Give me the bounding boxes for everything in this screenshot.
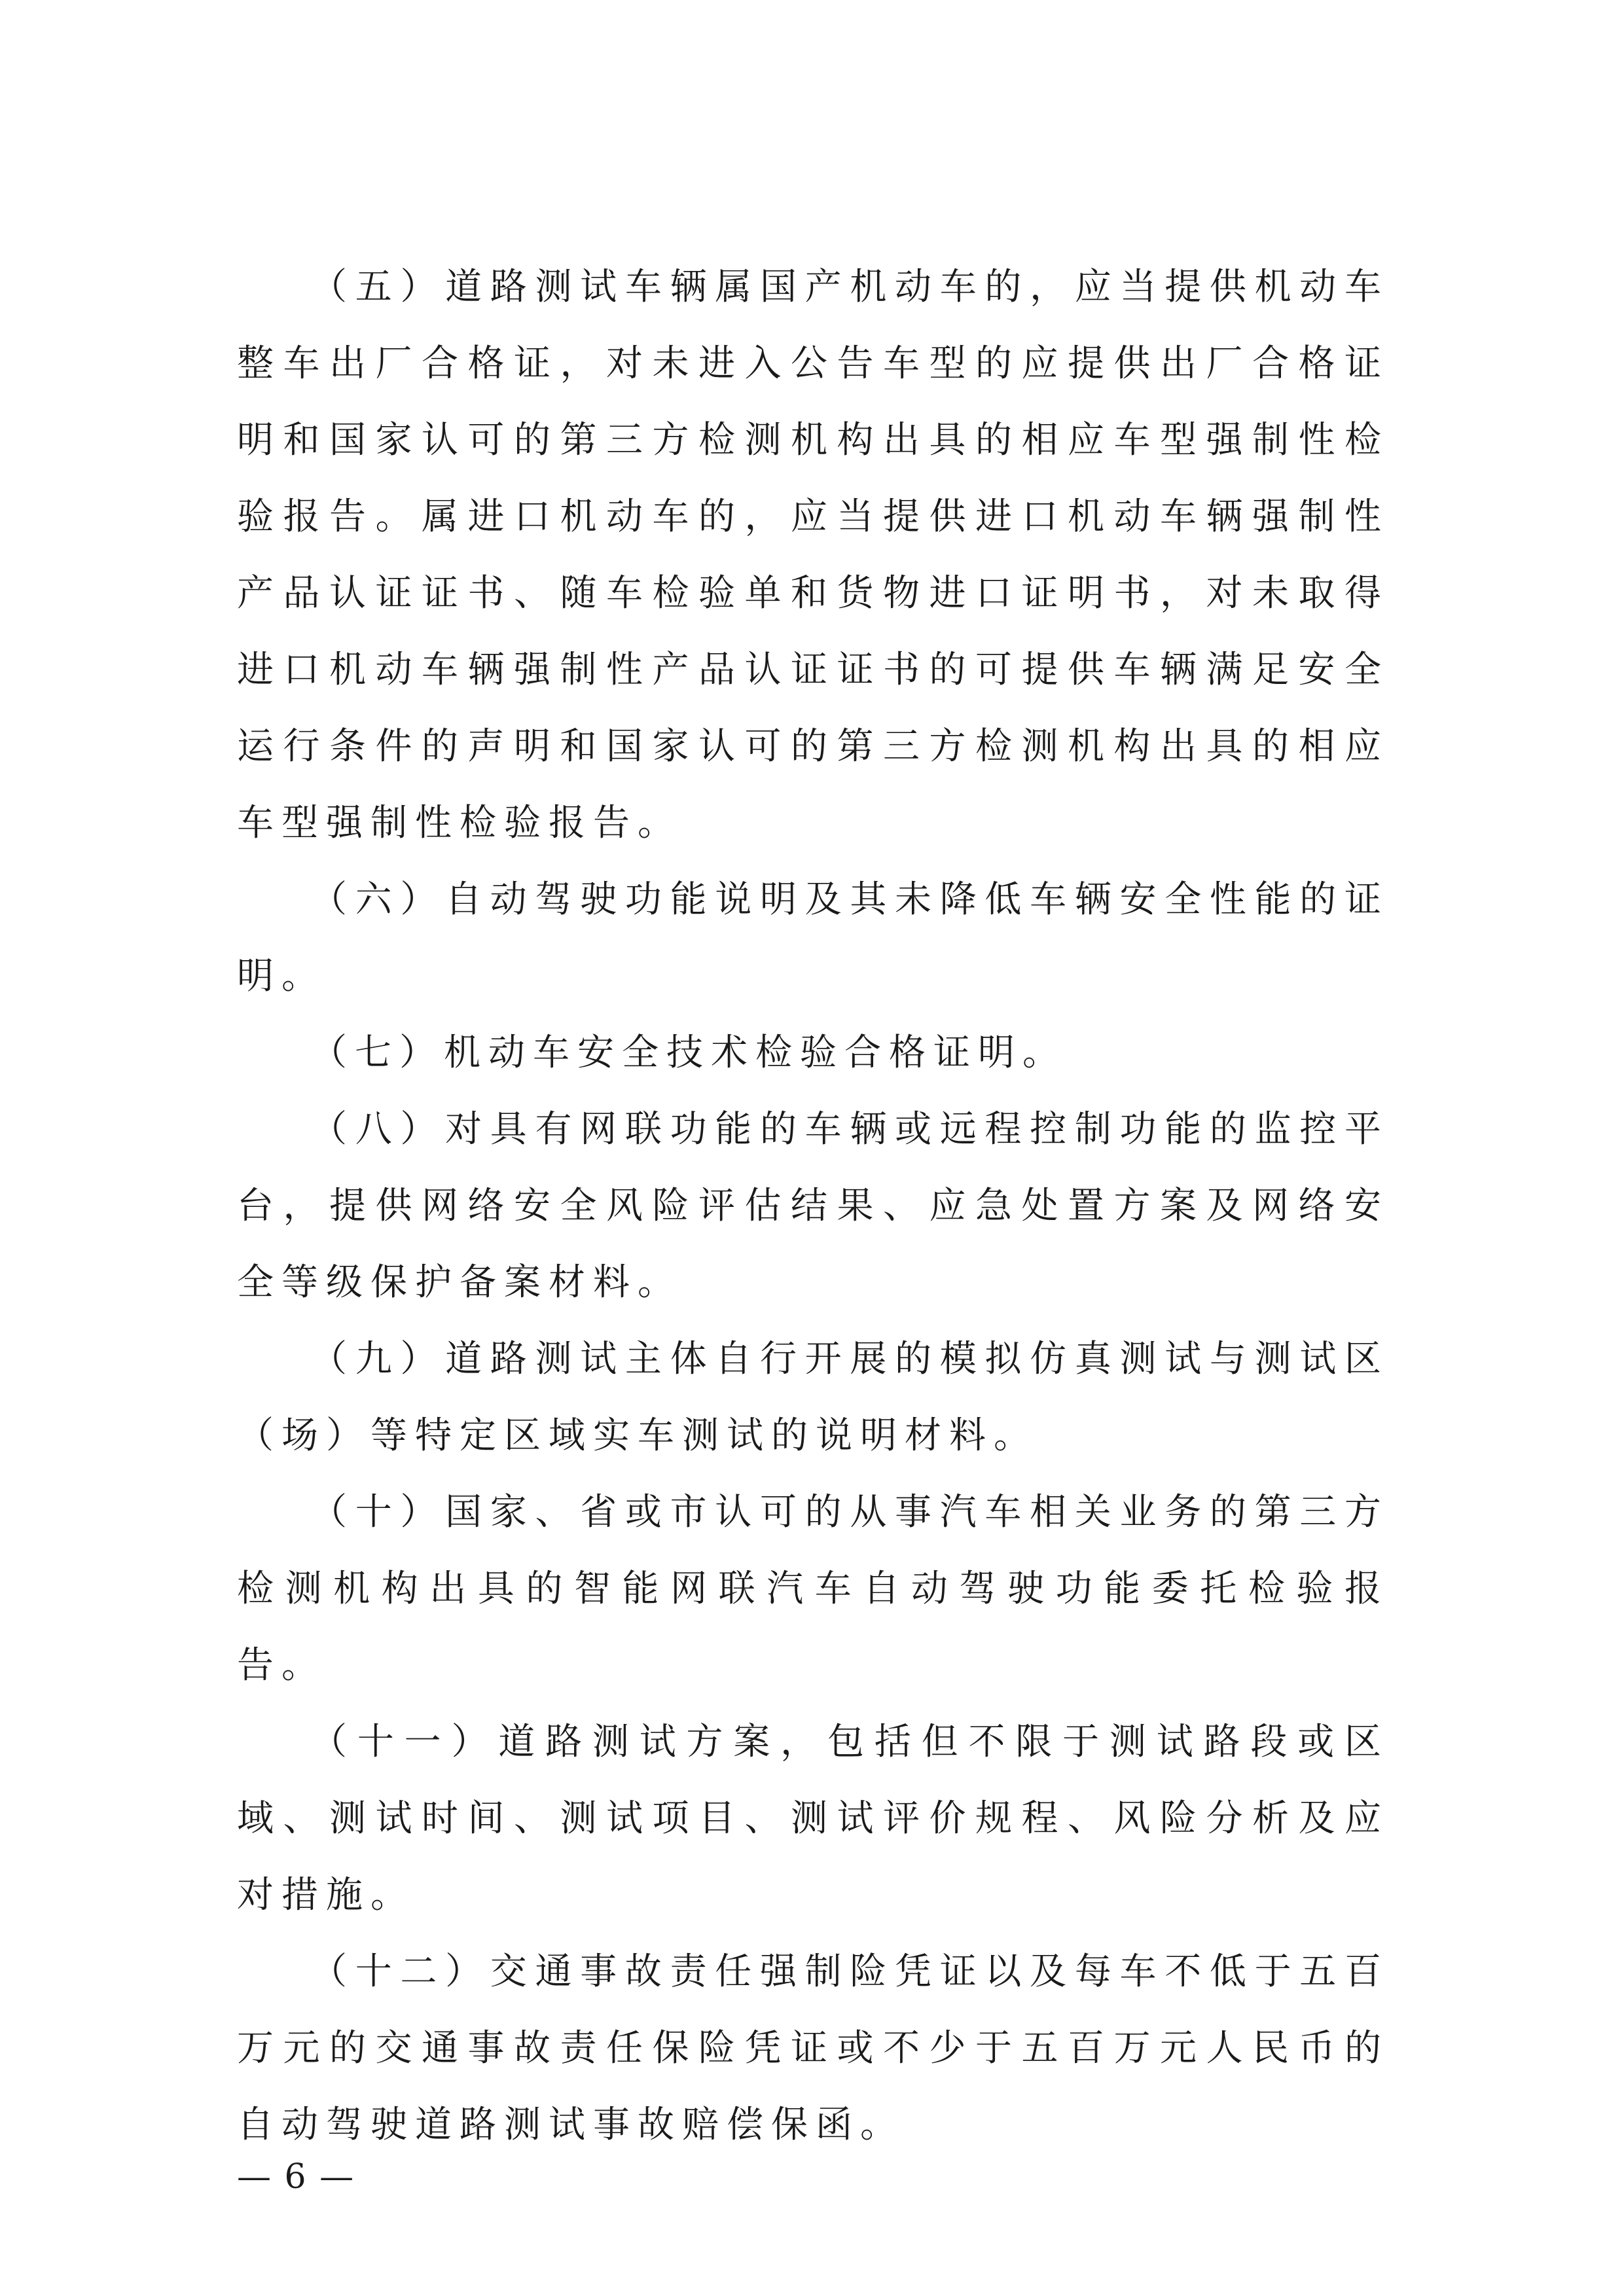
paragraph-item-7: （七）机动车安全技术检验合格证明。 <box>310 1031 1067 1074</box>
paragraph-item-11: （十一）道路测试方案，包括但不限于测试路段或区域、测试时间、测试项目、测试评价规程、风险分析及应对措施。 <box>237 1721 1389 1916</box>
document-body <box>237 249 1389 2163</box>
paragraph-item-12: （十二）交通事故责任强制险凭证以及每车不低于五百万元的交通事故责任保险凭证或不少于五百万元人民币的自动驾驶道路测试事故赔偿保函。 <box>237 1950 1389 2146</box>
paragraph-item-10: （十）国家、省或市认可的从事汽车相关业务的第三方检测机构出具的智能网联汽车自动驾驶功能委托检验报告。 <box>237 1491 1389 1687</box>
paragraph-item-6: （六）自动驾驶功能说明及其未降低车辆安全性能的证明。 <box>237 878 1389 997</box>
paragraph-item-5: （五）道路测试车辆属国产机动车的，应当提供机动车整车出厂合格证，对未进入公告车型的应提供出厂合格证明和国家认可的第三方检测机构出具的相应车型强制性检验报告。属进口机动车的，应当提供进口机动车辆强制性产品认证证书、随车检验单和货物进口证明书，对未取得进口机动车辆强制性产品认证证书的可提供车辆满足安全运行条件的声明和国家认可的第三方检测机构出具的相应车型强制性检验报告。 <box>237 266 1389 844</box>
paragraph-item-9: （九）道路测试主体自行开展的模拟仿真测试与测试区（场）等特定区域实车测试的说明材料。 <box>237 1338 1389 1457</box>
paragraph-item-8: （八）对具有网联功能的车辆或远程控制功能的监控平台，提供网络安全风险评估结果、应急处置方案及网络安全等级保护备案材料。 <box>237 1108 1389 1304</box>
page-number: — 6 — <box>237 2157 355 2197</box>
